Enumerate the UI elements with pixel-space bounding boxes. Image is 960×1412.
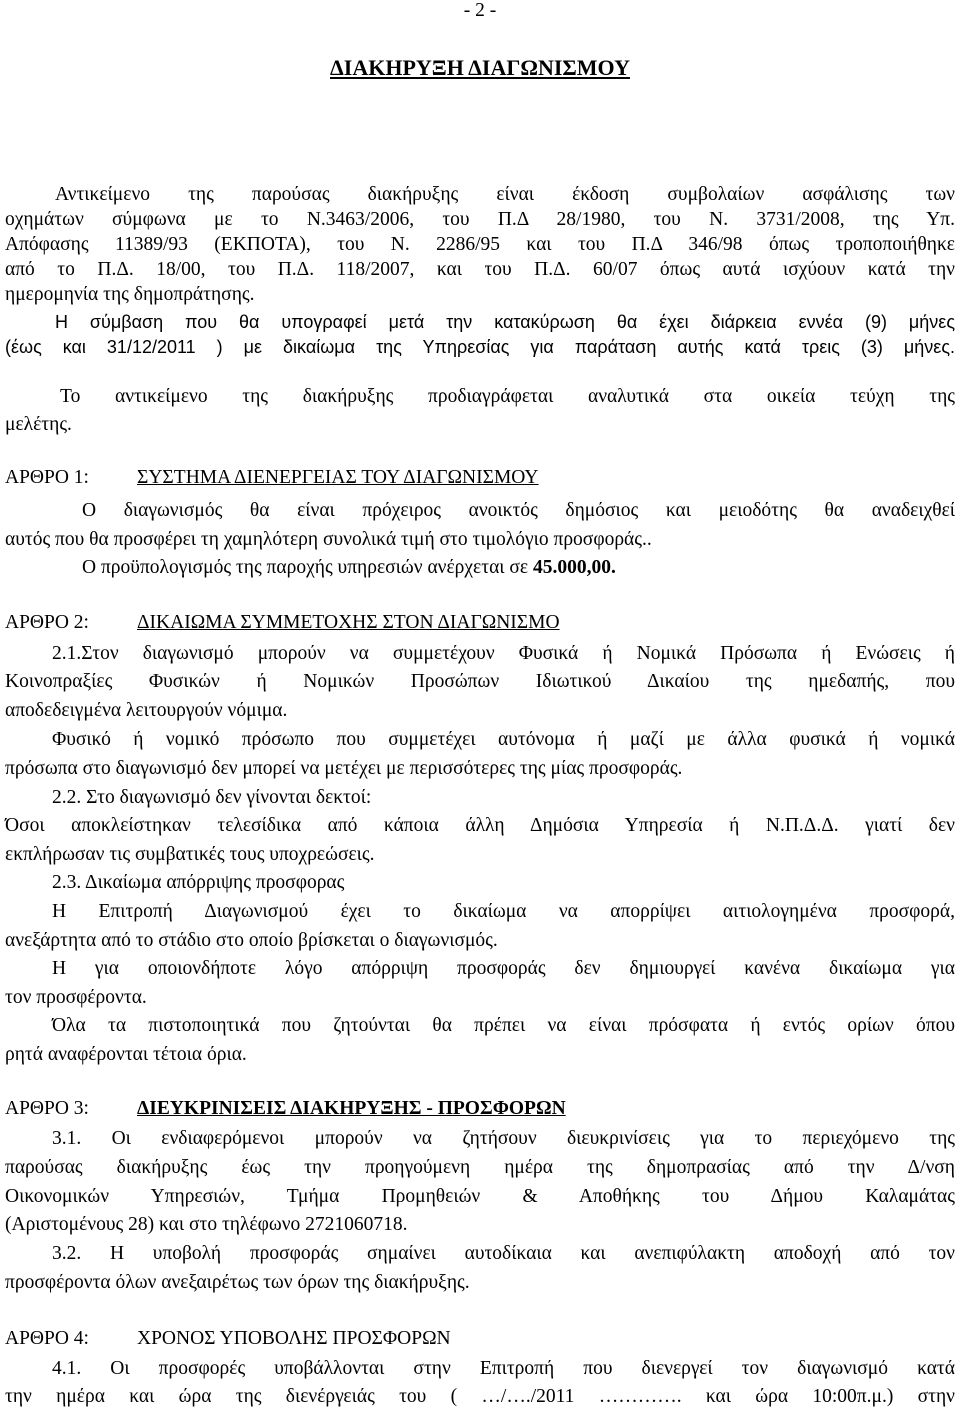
article-2-line: Φυσικό ή νομικό πρόσωπο που συμμετέχει αυτόνομα ή μαζί με άλλα φυσικά ή νομικά [52, 729, 955, 750]
article-2-line: πρόσωπα στο διαγωνισμό δεν μπορεί να μετέχει με περισσότερες της μίας προσφοράς. [5, 758, 683, 779]
article-1-heading [5, 465, 539, 491]
article-2-line: Κοινοπραξίες Φυσικών ή Νομικών Προσώπων Ιδιωτικού Δικαίου της ημεδαπής, που [5, 671, 955, 692]
article-2-line: Η για οποιονδήποτε λόγο απόρριψη προσφοράς δεν δημιουργεί κανένα δικαίωμα για [52, 958, 955, 979]
document-title: ΔΙΑΚΗΡΥΞΗ ΔΙΑΓΩΝΙΣΜΟΥ [330, 55, 630, 80]
article-3-heading [5, 1096, 566, 1122]
intro-line: Το αντικείμενο της διακήρυξης προδιαγράφεται αναλυτικά στα οικεία τεύχη της [60, 386, 955, 407]
article-2-line: 2.2. Στο διαγωνισμό δεν γίνονται δεκτοί: [52, 787, 372, 808]
article-2-line: ρητά αναφέρονται τέτοια όρια. [5, 1044, 247, 1065]
budget-end: . [611, 557, 616, 578]
intro-line: οχημάτων σύμφωνα με το Ν.3463/2006, του Π.Δ 28/1980, του Ν. 3731/2008, της Υπ. [5, 209, 955, 230]
intro-line: ημερομηνία της δημοπράτησης. [5, 284, 255, 305]
article-4-title: ΧΡΟΝΟΣ ΥΠΟΒΟΛΗΣ ΠΡΟΣΦΟΡΩΝ [137, 1328, 451, 1349]
article-3-line: παρούσας διακήρυξης έως την προηγούμενη ημέρα της δημοπρασίας από την Δ/νση [5, 1157, 955, 1178]
intro-line: Απόφασης 11389/93 (ΕΚΠΟΤΑ), του Ν. 2286/95 και του Π.Δ 346/98 όπως τροποποιήθηκε [5, 234, 955, 255]
article-2-line: ανεξάρτητα από το στάδιο στο οποίο βρίσκεται ο διαγωνισμός. [5, 930, 498, 951]
intro-line: μελέτης. [5, 414, 72, 435]
article-3-line: (Αριστομένους 28) και στο τηλέφωνο 2721060718. [5, 1214, 408, 1235]
intro-line: (έως και 31/12/2011 ) με δικαίωμα της Υπηρεσίας για παράταση αυτής κατά τρεις (3) μήνες. [5, 337, 955, 357]
article-4-line: 4.1. Οι προσφορές υποβάλλονται στην Επιτροπή που διενεργεί τον διαγωνισμό κατά [52, 1358, 955, 1379]
article-3-line: 3.1. Οι ενδιαφερόμενοι μπορούν να ζητήσουν διευκρινίσεις για το περιεχόμενο της [52, 1128, 955, 1149]
article-1-title: ΣΥΣΤΗΜΑ ΔΙΕΝΕΡΓΕΙΑΣ ΤΟΥ ΔΙΑΓΩΝΙΣΜΟΥ [137, 467, 539, 488]
article-4-line: την ημέρα και ώρα της διενέργειάς του ( …/…./2011 …………. και ώρα 10:00π.μ.) στην [5, 1386, 955, 1407]
article-2-line: 2.3. Δικαίωμα απόρριψης προσφορας [52, 872, 345, 893]
article-4-label: ΑΡΘΡΟ 4: [5, 1328, 89, 1349]
article-2-line: Η Επιτροπή Διαγωνισμού έχει το δικαίωμα να απορρίψει αιτιολογημένα προσφορά, [52, 901, 955, 922]
article-3-line: προσφέροντα όλων ανεξαιρέτως των όρων της διακήρυξης. [5, 1272, 470, 1293]
article-1-line: Ο διαγωνισμός θα είναι πρόχειρος ανοικτός δημόσιος και μειοδότης θα αναδειχθεί [82, 500, 955, 521]
article-2-label: ΑΡΘΡΟ 2: [5, 612, 89, 633]
article-2-line: τον προσφέροντα. [5, 987, 147, 1008]
budget-line [82, 555, 960, 581]
intro-line: Η σύμβαση που θα υπογραφεί μετά την κατακύρωση θα έχει διάρκεια εννέα (9) μήνες [55, 312, 955, 332]
budget-amount: 45.000,00 [533, 557, 611, 578]
article-3-title: ΔΙΕΥΚΡΙΝΙΣΕΙΣ ΔΙΑΚΗΡΥΞΗΣ - ΠΡΟΣΦΟΡΩΝ [137, 1098, 566, 1119]
article-2-title: ΔΙΚΑΙΩΜΑ ΣΥΜΜΕΤΟΧΗΣ ΣΤΟΝ ΔΙΑΓΩΝΙΣΜΟ [137, 612, 560, 633]
article-2-line: 2.1.Στον διαγωνισμό μπορούν να συμμετέχουν Φυσικά ή Νομικά Πρόσωπα ή Ενώσεις ή [52, 643, 955, 664]
budget-text: Ο προϋπολογισμός της παροχής υπηρεσιών ανέρχεται σε [82, 557, 529, 578]
page-number: - 2 - [463, 0, 497, 21]
article-2-line: εκπλήρωσαν τις συμβατικές τους υποχρεώσεις. [5, 844, 375, 865]
article-2-line: Όλα τα πιστοποιητικά που ζητούνται θα πρέπει να είναι πρόσφατα ή εντός ορίων όπου [52, 1015, 955, 1036]
article-2-line: αποδεδειγμένα λειτουργούν νόμιμα. [5, 700, 288, 721]
article-1-line: αυτός που θα προσφέρει τη χαμηλότερη συνολικά τιμή στο τιμολόγιο προσφοράς.. [5, 529, 652, 550]
article-4-heading [5, 1326, 451, 1352]
article-3-label: ΑΡΘΡΟ 3: [5, 1098, 89, 1119]
article-3-line: Οικονομικών Υπηρεσιών, Τμήμα Προμηθειών & Αποθήκης του Δήμου Καλαμάτας [5, 1186, 955, 1207]
article-3-line: 3.2. Η υποβολή προσφοράς σημαίνει αυτοδίκαια και ανεπιφύλακτη αποδοχή από τον [52, 1243, 955, 1264]
article-1-label: ΑΡΘΡΟ 1: [5, 467, 89, 488]
article-2-heading [5, 610, 560, 636]
article-2-line: Όσοι αποκλείστηκαν τελεσίδικα από κάποια άλλη Δημόσια Υπηρεσία ή Ν.Π.Δ.Δ. γιατί δεν [5, 815, 955, 836]
intro-line: από το Π.Δ. 18/00, του Π.Δ. 118/2007, και του Π.Δ. 60/07 όπως αυτά ισχύουν κατά την [5, 259, 955, 280]
intro-line: Αντικείμενο της παρούσας διακήρυξης είναι έκδοση συμβολαίων ασφάλισης των [55, 184, 955, 205]
